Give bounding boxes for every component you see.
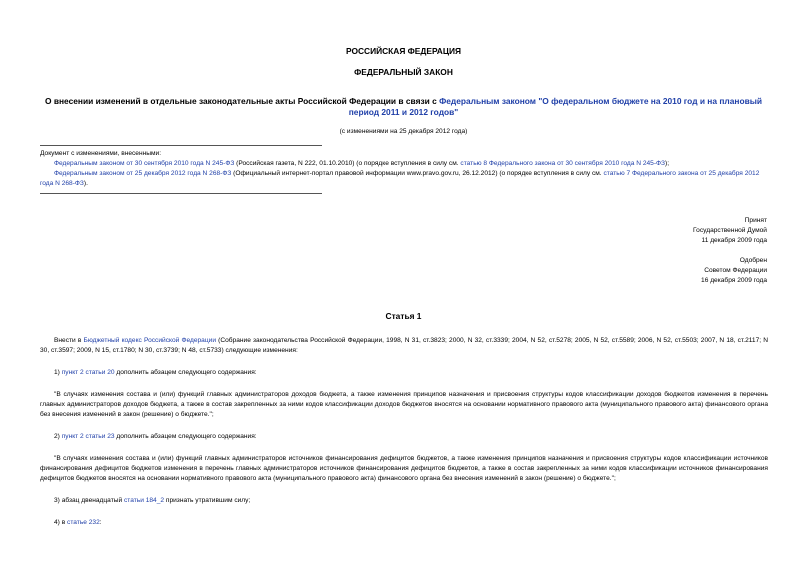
changes-item-2 [40,169,768,189]
item-2-link[interactable]: пункт 2 статьи 23 [61,433,115,440]
item-3-rest: признать утратившим силу; [164,497,251,504]
divider-bottom [40,193,322,194]
doc-type-heading: ФЕДЕРАЛЬНЫЙ ЗАКОН [354,67,453,77]
item-2-lead: 2) [54,433,62,440]
intro-lead: Внести в [54,337,84,344]
duma-date: 11 декабря 2009 года [701,237,767,244]
item-2-rest: дополнить абзацем следующего содержания: [114,433,257,440]
council-approval [567,256,767,286]
document-title [40,96,767,118]
council-date: 16 декабря 2009 года [701,277,767,284]
item-1-lead: 1) [54,369,62,376]
item-1-rest: дополнить абзацем следующего содержания: [114,369,257,376]
budget-code-link[interactable]: Бюджетный кодекс Российской Федерации [83,337,216,344]
item-4-lead: 4) в [54,519,68,526]
duma-adoption [567,216,767,246]
approved-label: Одобрен [739,257,767,264]
change-1-text: (Российская газета, N 222, 01.10.2010) (о порядке вступления в силу см. [234,160,461,167]
quote-2: "В случаях изменения состава и (или) функций главных администраторов источников финансирования дефицитов бюджетов, а также изменения принципов назначения и присвоения структуры кодов классификации источников финансирования дефицитов бюджетов изменения в перечень главных администраторов источников финансирования дефицитов бюджетов, а также в состав закрепленных за ними кодов классификации источников финансирования дефицитов бюджетов вносятся на основании нормативного правового акта (муниципального правового акта) финансового органа без внесения изменений в закон (решение) о бюджете."; [40,455,768,482]
title-prefix: О внесении изменений в отдельные законодательные акты Российской Федерации в связи с [44,96,440,106]
title-link[interactable]: Федеральным законом "О федеральном бюджете на 2010 год и на плановый период 2011 и 2012 годов" [348,96,763,117]
change-2-end: ). [83,180,88,187]
article-intro [40,336,768,356]
change-1-article-link[interactable]: статью 8 Федерального закона от 30 сентября 2010 года N 245-ФЗ [460,160,666,167]
duma-label: Государственной Думой [693,227,767,234]
article-heading: Статья 1 [385,311,422,321]
council-label: Советом Федерации [704,267,767,274]
item-1-link[interactable]: пункт 2 статьи 20 [61,369,115,376]
edition-note: (с изменениями на 25 декабря 2012 года) [339,128,468,135]
item-3 [40,496,768,506]
item-1 [40,368,768,378]
item-4-link[interactable]: статье 232 [67,519,100,526]
change-2-article-link[interactable]: статью 7 Федерального закона от 25 декабря 2012 года N 268-ФЗ [40,170,760,187]
article-body [40,336,768,540]
change-2-text: (Официальный интернет-портал правовой информации www.pravo.gov.ru, 26.12.2012) (о порядке вступления в силу см. [231,170,604,177]
divider-top [40,145,322,146]
country-heading: РОССИЙСКАЯ ФЕДЕРАЦИЯ [345,46,462,56]
changes-item-1 [40,159,768,169]
change-2-link[interactable]: Федеральным законом от 25 декабря 2012 года N 268-ФЗ [54,170,232,177]
item-3-link[interactable]: статьи 184_2 [123,497,165,504]
quote-1: "В случаях изменения состава и (или) функций главных администраторов доходов бюджета, а также изменения принципов назначения и присвоения структуры кодов классификации доходов бюджетов изменения в перечень главных администраторов доходов бюджета, а также в состав закрепленных за ними кодов классификации доходов бюджетов вносятся на основании нормативного правового акта (муниципального правового акта) финансового органа без внесения изменений в закон (решение) о бюджете."; [40,391,768,418]
changes-intro: Документ с изменениями, внесенными: [40,150,162,157]
change-1-end: ); [665,160,670,167]
item-3-lead: 3) абзац двенадцатый [54,497,124,504]
item-4-rest: : [99,519,102,526]
accepted-label: Принят [744,217,767,224]
intro-rest: (Собрание законодательства Российской Федерации, 1998, N 31, ст.3823; 2000, N 32, ст.3339; 2004, N 52, ст.5278; 2005, N 52, ст.5589; 2006, N 52, ст.5503; 2007, N 18, ст.2117; N 30, ст.3597; 2009, N 15, ст.1780; N 30, ст.3739; N 48, ст.5733) следующие изменения: [40,337,768,354]
item-2 [40,432,768,442]
change-1-link[interactable]: Федеральным законом от 30 сентября 2010 года N 245-ФЗ [54,160,235,167]
changes-block [40,149,768,189]
item-4 [40,518,768,528]
